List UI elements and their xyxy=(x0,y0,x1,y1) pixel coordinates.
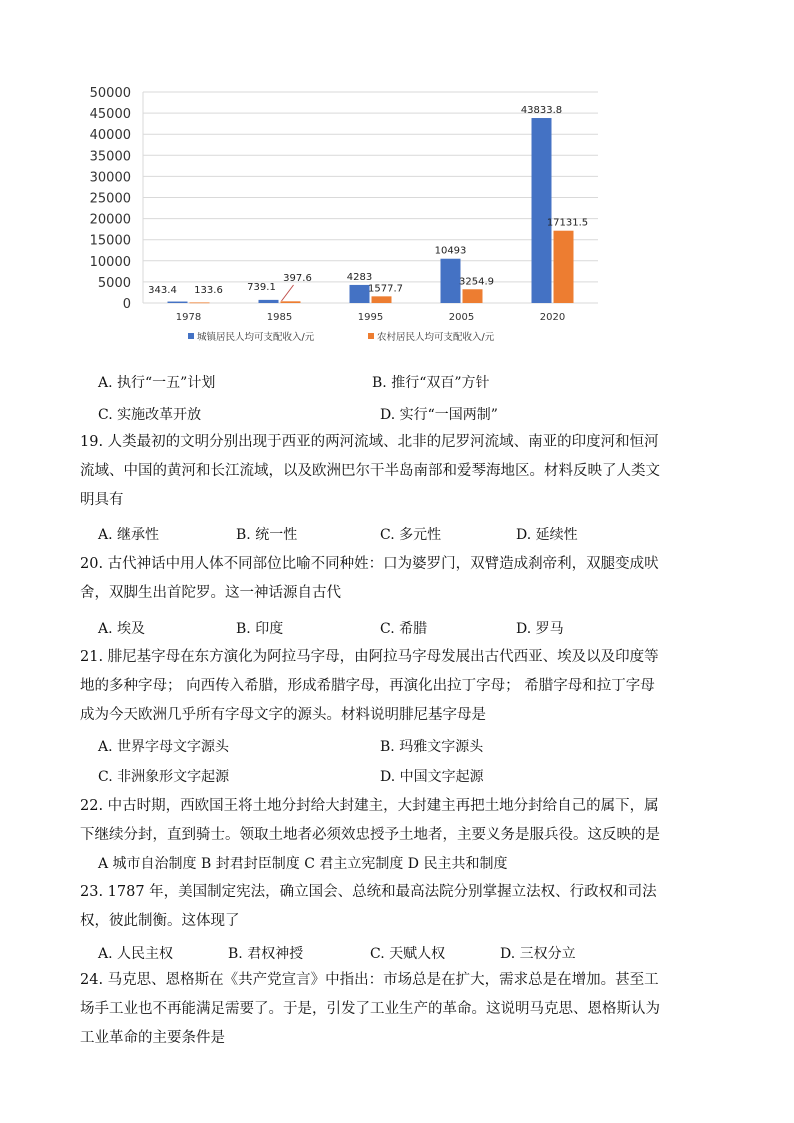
question-24 xyxy=(80,966,730,1053)
q21-option-a[interactable]: A. 世界字母文字源头 xyxy=(98,739,230,755)
x-tick-label: 1995 xyxy=(357,312,384,323)
y-tick-label: 15000 xyxy=(89,233,131,249)
q20-option-d[interactable]: D. 罗马 xyxy=(516,621,564,637)
q23-line: 23. 1787 年，美国制定宪法，确立国会、总统和最高法院分别掌握立法权、行政权和司法 xyxy=(80,884,657,900)
q18-option-b[interactable]: B. 推行“双百”方针 xyxy=(372,375,490,391)
y-tick-label: 50000 xyxy=(89,86,131,101)
q20-line: 20. 古代神话中用人体不同部位比喻不同种姓：口为婆罗门，双臂造成刹帝利，双腿变成吠 xyxy=(80,556,659,572)
y-tick-label: 30000 xyxy=(89,170,131,186)
bar-rural xyxy=(190,302,210,303)
q22-options-line[interactable]: A 城市自治制度 B 封君封臣制度 C 君主立宪制度 D 民主共和制度 xyxy=(98,856,508,872)
q20-option-c[interactable]: C. 希腊 xyxy=(380,621,428,637)
legend-label: 农村居民人均可支配收入/元 xyxy=(377,332,495,343)
x-tick-label: 2005 xyxy=(448,312,475,323)
bar-urban xyxy=(350,285,370,303)
data-label: 133.6 xyxy=(194,285,223,296)
bar-urban xyxy=(168,302,188,303)
bar-rural xyxy=(554,231,574,303)
bar-urban xyxy=(259,300,279,303)
q23-option-b[interactable]: B. 君权神授 xyxy=(228,946,304,962)
q18-option-c[interactable]: C. 实施改革开放 xyxy=(98,407,202,423)
q20-option-a[interactable]: A. 埃及 xyxy=(98,621,146,637)
q19-line: 流域、中国的黄河和长江流域，以及欧洲巴尔干半岛南部和爱琴海地区。材料反映了人类文 xyxy=(80,463,660,479)
question-19 xyxy=(80,428,730,515)
bar-rural xyxy=(281,301,301,303)
question-23 xyxy=(80,878,730,936)
y-tick-label: 0 xyxy=(122,297,131,312)
question-21 xyxy=(80,643,730,730)
q18-option-a[interactable]: A. 执行“一五”计划 xyxy=(98,375,216,391)
bar-rural xyxy=(372,296,392,303)
x-tick-label: 1978 xyxy=(175,312,202,323)
bar-urban xyxy=(441,259,461,303)
y-tick-label: 45000 xyxy=(89,107,131,123)
q24-line: 场手工业也不再能满足需要了。于是，引发了工业生产的革命。这说明马克思、恩格斯认为 xyxy=(80,1001,660,1017)
y-tick-label: 5000 xyxy=(97,275,131,291)
q18-option-d[interactable]: D. 实行“一国两制” xyxy=(380,407,498,423)
q22-line: 下继续分封，直到骑士。领取土地者必须效忠授予土地者，主要义务是服兵役。这反映的是 xyxy=(80,827,660,843)
q21-option-b[interactable]: B. 玛雅文字源头 xyxy=(380,739,484,755)
data-label: 1577.7 xyxy=(368,283,403,295)
data-label: 343.4 xyxy=(148,285,177,296)
q21-line: 21. 腓尼基字母在东方演化为阿拉马字母，由阿拉马字母发展出古代西亚、埃及以及印度等 xyxy=(80,649,659,665)
q19-option-a[interactable]: A. 继承性 xyxy=(98,527,160,543)
q23-option-d[interactable]: D. 三权分立 xyxy=(500,946,576,962)
q23-option-c[interactable]: C. 天赋人权 xyxy=(370,946,446,962)
q21-line: 地的多种字母； 向西传入希腊，形成希腊字母，再演化出拉丁字母； 希腊字母和拉丁字母 xyxy=(80,678,655,694)
label-leader-line xyxy=(282,285,294,301)
q22-line: 22. 中古时期，西欧国王将土地分封给大封建主，大封建主再把土地分封给自己的属下，属 xyxy=(80,798,659,814)
q21-option-c[interactable]: C. 非洲象形文字起源 xyxy=(98,769,230,785)
legend-swatch xyxy=(368,333,374,339)
income-bar-chart xyxy=(78,80,608,355)
data-label: 43833.8 xyxy=(520,105,563,117)
q19-line: 明具有 xyxy=(80,492,124,508)
bar-rural xyxy=(463,289,483,303)
y-tick-label: 25000 xyxy=(89,191,131,207)
q19-option-d[interactable]: D. 延续性 xyxy=(516,527,578,543)
q20-line: 舍，双脚生出首陀罗。这一神话源自古代 xyxy=(80,585,341,601)
y-tick-label: 40000 xyxy=(89,128,131,144)
q21-option-d[interactable]: D. 中国文字起源 xyxy=(380,769,484,785)
data-label: 739.1 xyxy=(247,282,276,293)
x-tick-label: 1985 xyxy=(266,312,293,323)
legend-label: 城镇居民人均可支配收入/元 xyxy=(197,332,315,343)
question-22 xyxy=(80,792,730,850)
data-label: 397.6 xyxy=(283,273,312,284)
q20-option-b[interactable]: B. 印度 xyxy=(236,621,284,637)
question-20 xyxy=(80,550,730,608)
data-label: 4283 xyxy=(346,271,373,283)
q19-option-b[interactable]: B. 统一性 xyxy=(236,527,298,543)
bar-urban xyxy=(532,118,552,303)
q24-line: 工业革命的主要条件是 xyxy=(80,1030,225,1046)
q19-option-c[interactable]: C. 多元性 xyxy=(380,527,442,543)
q23-line: 权，彼此制衡。这体现了 xyxy=(80,913,240,929)
legend-swatch xyxy=(188,333,194,339)
chart-svg xyxy=(78,80,608,355)
data-label: 17131.5 xyxy=(546,217,589,229)
y-tick-label: 10000 xyxy=(89,254,131,270)
y-tick-label: 35000 xyxy=(89,149,131,165)
y-tick-label: 20000 xyxy=(89,212,131,228)
q23-option-a[interactable]: A. 人民主权 xyxy=(98,946,174,962)
q24-line: 24. 马克思、恩格斯在《共产党宣言》中指出：市场总是在扩大，需求总是在增加。甚至工 xyxy=(80,972,659,988)
x-tick-label: 2020 xyxy=(539,312,566,323)
q19-line: 19. 人类最初的文明分别出现于西亚的两河流域、北非的尼罗河流域、南亚的印度河和恒河 xyxy=(80,434,659,450)
data-label: 3254.9 xyxy=(459,276,494,288)
q21-line: 成为今天欧洲几乎所有字母文字的源头。材料说明腓尼基字母是 xyxy=(80,707,486,723)
data-label: 10493 xyxy=(434,245,467,257)
